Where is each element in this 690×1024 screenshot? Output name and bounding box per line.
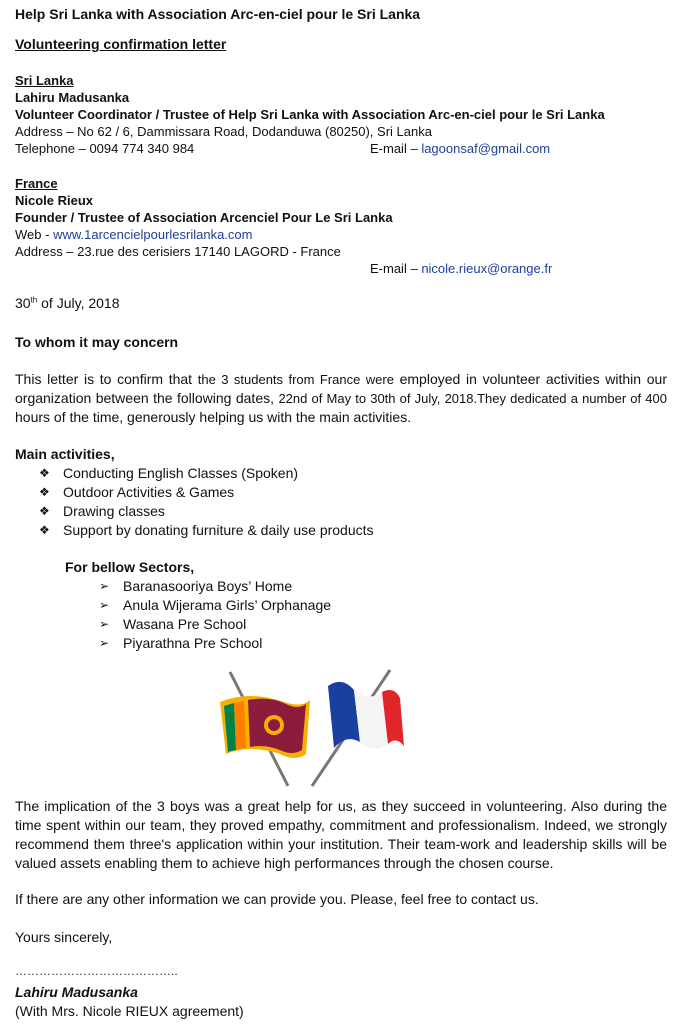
fr-country-heading: France	[15, 176, 58, 191]
activity-item	[39, 483, 639, 502]
france-flag-icon	[328, 682, 404, 749]
fr-web-link[interactable]: www.1arcencielpourlesrilanka.com	[53, 227, 253, 242]
activity-label: Support by donating furniture & daily use products	[63, 522, 374, 538]
sl-address: Address – No 62 / 6, Dammissara Road, Dodanduwa (80250), Sri Lanka	[15, 124, 432, 139]
diamond-bullet-icon: ❖	[39, 466, 50, 480]
date-rest: of July, 2018	[37, 295, 120, 311]
fr-email-link[interactable]: nicole.rieux@orange.fr	[421, 261, 553, 276]
intro-part-4: 22nd of May to 30th of July, 2018.	[278, 391, 478, 406]
fr-web-label: Web -	[15, 227, 50, 242]
activity-label: Drawing classes	[63, 503, 165, 519]
arrow-bullet-icon: ➢	[99, 636, 110, 650]
sl-contact-role: Volunteer Coordinator / Trustee of Help Sri Lanka with Association Arc-en-ciel pour le Sri Lanka	[15, 107, 605, 122]
fr-web-row	[15, 227, 252, 242]
sector-item	[99, 634, 599, 653]
sector-label: Anula Wijerama Girls’ Orphanage	[123, 597, 332, 613]
signer-name: Lahiru Madusanka	[15, 984, 138, 1000]
contact-paragraph: If there are any other information we can provide you. Please, feel free to contact us.	[15, 891, 539, 907]
activity-label: Conducting English Classes (Spoken)	[63, 465, 299, 481]
crossed-flags-image	[210, 662, 410, 790]
fr-contact-role: Founder / Trustee of Association Arcenciel Pour Le Sri Lanka	[15, 210, 393, 225]
sector-item	[99, 577, 599, 596]
activity-label: Outdoor Activities & Games	[63, 484, 235, 500]
letter-subtitle: Volunteering confirmation letter	[15, 36, 227, 52]
intro-part-5: They dedicated a number of 400	[477, 391, 667, 406]
date-suffix: th	[30, 295, 38, 305]
salutation: To whom it may concern	[15, 334, 179, 350]
implication-paragraph: The implication of the 3 boys was a great help for us, as they succeed in volunteering. Also during the time spent within our team, they proved empathy, commitment and professionalism. Indeed, we strongly recommend them three's application within your institution. Their team-work and leadership skills will be valued assets enabling them to achieve high performances through the chosen course.	[15, 798, 667, 871]
diamond-bullet-icon: ❖	[39, 485, 50, 499]
intro-part-1: This letter is to confirm that	[15, 371, 198, 387]
activities-list	[39, 464, 639, 540]
activity-item	[39, 502, 639, 521]
sl-email-link[interactable]: lagoonsaf@gmail.com	[421, 141, 551, 156]
sl-contact-name: Lahiru Madusanka	[15, 90, 130, 105]
sector-label: Baranasooriya Boys’ Home	[123, 578, 293, 594]
fr-email-row	[370, 261, 552, 276]
intro-part-6: hours of the time, generously helping us with the main activities.	[15, 409, 412, 425]
sector-item	[99, 615, 599, 634]
arrow-bullet-icon: ➢	[99, 617, 110, 631]
activity-item	[39, 464, 639, 483]
diamond-bullet-icon: ❖	[39, 523, 50, 537]
sector-label: Piyarathna Pre School	[123, 635, 263, 651]
date-day: 30	[15, 295, 31, 311]
closing-line: Yours sincerely,	[15, 929, 113, 945]
fr-email-label: E-mail –	[370, 261, 418, 276]
sl-telephone: Telephone – 0094 774 340 984	[15, 141, 195, 156]
sl-country-heading: Sri Lanka	[15, 73, 74, 88]
signature-line: …………………………………..	[15, 964, 178, 978]
sector-label: Wasana Pre School	[123, 616, 247, 632]
activity-item	[39, 521, 639, 540]
diamond-bullet-icon: ❖	[39, 504, 50, 518]
fr-address: Address – 23.rue des cerisiers 17140 LAGORD - France	[15, 244, 341, 259]
intro-paragraph	[15, 370, 667, 427]
sl-email-row	[370, 141, 550, 156]
intro-part-2: the 3 students from France were	[197, 372, 394, 387]
letter-title: Help Sri Lanka with Association Arc-en-ciel pour le Sri Lanka	[15, 6, 421, 22]
sectors-list	[99, 577, 599, 653]
arrow-bullet-icon: ➢	[99, 579, 110, 593]
fr-contact-name: Nicole Rieux	[15, 193, 94, 208]
intro-part-3: employed in volunteer activities within our organization between the following dates,	[15, 371, 667, 406]
arrow-bullet-icon: ➢	[99, 598, 110, 612]
sl-email-label: E-mail –	[370, 141, 418, 156]
sector-item	[99, 596, 599, 615]
sri-lanka-flag-icon	[220, 696, 310, 758]
signer-note: (With Mrs. Nicole RIEUX agreement)	[15, 1003, 244, 1019]
sectors-heading: For bellow Sectors,	[65, 559, 195, 575]
letter-date	[15, 295, 120, 311]
activities-heading: Main activities,	[15, 446, 115, 462]
